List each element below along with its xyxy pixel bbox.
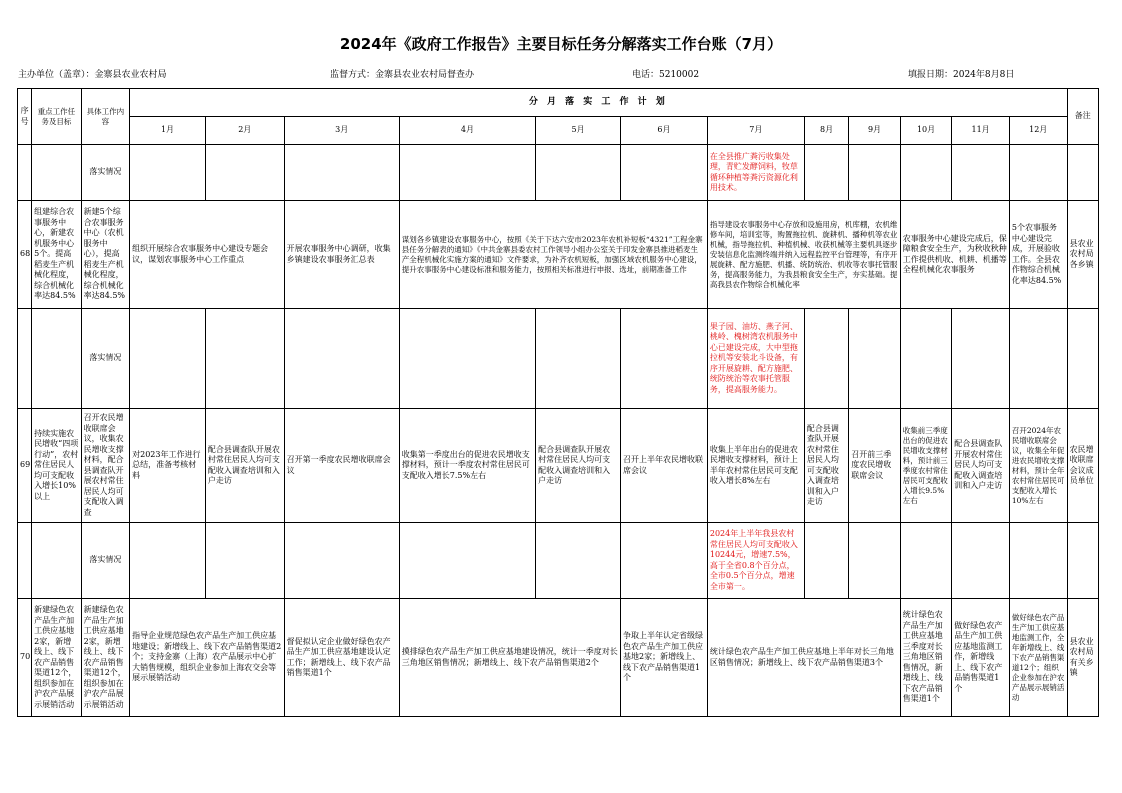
key-task-cell: 组建综合农事服务中心，新建农机服务中心5个。提高稻麦生产机械化程度，综合机械化率达84.5% — [32, 201, 81, 309]
plan-cell-dec: 做好绿色农产品生产加工供应基地监测工作，全年新增线上、线下农产品销售渠道12个；组织企业参加在沪农产品展示展销活动 — [1009, 599, 1067, 717]
plan-cell-feb: 配合县调查队开展农村常住居民人均可支配收入调查培训和入户走访 — [205, 409, 284, 523]
month-header: 1月 — [130, 117, 206, 145]
plan-cell-jan-feb: 组织开展综合农事服务中心建设专题会议，谋划农事服务中心工作重点 — [130, 201, 285, 309]
status-label: 落实情况 — [81, 309, 129, 409]
plan-cell-oct: 收集前三季度出台的促进农民增收支撑材料，预计前三季度农村常住居民可支配收入增长9.5%左右 — [900, 409, 952, 523]
plan-cell-oct-nov: 农事服务中心建设完成后，保障粮食安全生产，为秋收秋种工作提供机收、机耕、机播等全程机械化农事服务 — [900, 201, 1009, 309]
note-header: 备注 — [1067, 89, 1098, 145]
plan-cell-jan-feb: 指导企业规范绿色农产品生产加工供应基地建设；新增线上、线下农产品销售渠道2个；支持金寨（上海）农产品展示中心扩大销售规模，组织企业参加上海农交会等展示展销活动 — [130, 599, 285, 717]
row-seq: 69 — [18, 409, 32, 523]
plan-cell-nov: 做好绿色农产品生产加工供应基地监测工作，新增线上、线下农产品销售渠道1个 — [952, 599, 1010, 717]
status-label: 落实情况 — [81, 145, 129, 201]
month-header: 10月 — [900, 117, 952, 145]
plan-cell-apr-jun: 谋划各乡镇建设农事服务中心，按照《关于下达六安市2023年农机补短板“4321”工程金寨县任务分解表的通知》《中共金寨县委农村工作领导小组办公室关于印发金寨县推进稻麦生产全程机械化实施方案的通知》文件要求，为补齐农机短板，加强区域农机服务中心建设，提升农事服务中心建设标准和服务能力，按照相关标准进行申报、选址，前期准备工作 — [399, 201, 707, 309]
key-task-cell: 持续实施农民增收“四项行动”，农村常住居民人均可支配收入增长10%以上 — [32, 409, 81, 523]
month-header: 12月 — [1009, 117, 1067, 145]
plan-cell-jun: 争取上半年认定省级绿色农产品生产加工供应基地2家；新增线上、线下农产品销售渠道1个 — [621, 599, 708, 717]
plan-cell-nov: 配合县调查队开展农村常住居民人均可支配收入调查培训和入户走访 — [952, 409, 1010, 523]
status-cell-july: 2024年上半年我县农村常住居民人均可支配收入10244元，增速7.5%，高于全省0.8个百分点，全市0.5个百分点，增速全市第一。 — [707, 523, 804, 599]
month-header-row — [18, 117, 1099, 145]
table-row — [18, 599, 1099, 717]
phone-number: 电话：5210002 — [632, 70, 700, 80]
header-row — [18, 89, 1099, 117]
plan-cell-jan: 对2023年工作进行总结，准备考核材料 — [130, 409, 206, 523]
month-header: 2月 — [205, 117, 284, 145]
plan-cell-jul: 收集上半年出台的促进农民增收支撑材料，预计上半年农村常住居民可支配收入增长8%左右 — [707, 409, 804, 523]
note-cell: 县农业农村局各乡镇 — [1067, 201, 1098, 309]
status-cell-july: 果子园、油坊、燕子河、桃岭、槐树湾农机服务中心已建设完成，大中型拖拉机等安装北斗设备，有序开展旋耕、配方施肥、统防统治等农事托管服务，提高服务能力。 — [707, 309, 804, 409]
content-cell: 新建绿色农产品生产加工供应基地2家，新增线上、线下农产品销售渠道12个，组织参加在沪农产品展示展销活动 — [81, 599, 129, 717]
plan-cell-apr-may: 摸排绿色农产品生产加工供应基地建设情况，统计一季度对长三角地区销售情况；新增线上、线下农产品销售渠道2个 — [399, 599, 620, 717]
month-header: 5月 — [536, 117, 621, 145]
table-row — [18, 201, 1099, 309]
plan-cell-jun: 召开上半年农民增收联席会议 — [621, 409, 708, 523]
seq-header: 序号 — [18, 89, 32, 145]
plan-cell-mar: 督促拟认定企业做好绿色农产品生产加工供应基地建设认定工作；新增线上、线下农产品销售渠道1个 — [284, 599, 399, 717]
month-header: 8月 — [804, 117, 848, 145]
month-header: 11月 — [952, 117, 1010, 145]
plan-cell-may: 配合县调查队开展农村常住居民人均可支配收入调查培训和入户走访 — [536, 409, 621, 523]
content-cell: 召开农民增收联席会议，收集农民增收支撑材料，配合县调查队开展农村常住居民人均可支配收入调查 — [81, 409, 129, 523]
table-row — [18, 145, 1099, 201]
status-label: 落实情况 — [81, 523, 129, 599]
plan-cell-mar: 开展农事服务中心调研，收集乡镇建设农事服务汇总表 — [284, 201, 399, 309]
key-task-header: 重点工作任务及目标 — [32, 89, 81, 145]
supervision-method: 监督方式：金寨县农业农村局督查办 — [330, 70, 475, 80]
content-header: 具体工作内容 — [81, 89, 129, 145]
row-seq: 68 — [18, 201, 32, 309]
plan-cell-dec: 召开2024年农民增收联席会议，收集全年促进农民增收支撑材料，预计全年农村常住居民可支配收入增长10%左右 — [1009, 409, 1067, 523]
page-title: 2024年《政府工作报告》主要目标任务分解落实工作台账（7月） — [339, 35, 783, 53]
host-unit: 主办单位（盖章）：金寨县农业农村局 — [18, 70, 167, 80]
plan-cell-dec: 5个农事服务中心建设完成，开展验收工作。全县农作物综合机械化率达84.5% — [1009, 201, 1067, 309]
plan-cell-jul-sep: 指导建设农事服务中心存放和设施用房，机库棚，农机维修车间，培训室等，购置拖拉机、旋耕机、播种机等农业机械，指导拖拉机、种植机械、收获机械等主要机具逐步安装信息化监测终端并纳入远程监控平台管理等，有序开展旋耕、配方施肥、机播、统防统治、机收等农事托管服务，提高服务能力，为我县粮食安全生产，夯实基础。提高我县农作物综合机械化率 — [707, 201, 900, 309]
month-header: 9月 — [849, 117, 901, 145]
plan-cell-oct: 统计绿色农产品生产加工供应基地三季度对长三角地区销售情况，新增线上、线下农产品销售渠道1个 — [900, 599, 952, 717]
table-row — [18, 523, 1099, 599]
ledger-table — [17, 88, 1099, 717]
plan-cell-sep: 召开前三季度农民增收联席会议 — [849, 409, 901, 523]
content-cell: 新建5个综合农事服务中心（农机服务中心），提高稻麦生产机械化程度，综合机械化率达84.5% — [81, 201, 129, 309]
fill-date: 填报日期：2024年8月8日 — [908, 70, 1015, 80]
monthly-plan-header: 分 月 落 实 工 作 计 划 — [130, 89, 1067, 117]
month-header: 3月 — [284, 117, 399, 145]
plan-cell-aug: 配合县调查队开展农村常住居民人均可支配收入调查培训和入户走访 — [804, 409, 848, 523]
note-cell: 农民增收联席会议成员单位 — [1067, 409, 1098, 523]
month-header: 7月 — [707, 117, 804, 145]
note-cell: 县农业农村局有关乡镇 — [1067, 599, 1098, 717]
table-row — [18, 409, 1099, 523]
plan-cell-mar: 召开第一季度农民增收联席会议 — [284, 409, 399, 523]
key-task-cell: 新建绿色农产品生产加工供应基地2家，新增线上、线下农产品销售渠道12个，组织参加在沪农产品展示展销活动 — [32, 599, 81, 717]
row-seq: 70 — [18, 599, 32, 717]
table-row — [18, 309, 1099, 409]
plan-cell-apr: 收集第一季度出台的促进农民增收支撑材料，预计一季度农村常住居民可支配收入增长7.5%左右 — [399, 409, 535, 523]
month-header: 4月 — [399, 117, 535, 145]
plan-cell-jul-sep: 统计绿色农产品生产加工供应基地上半年对长三角地区销售情况；新增线上、线下农产品销售渠道3个 — [707, 599, 900, 717]
status-cell-july: 在全县推广粪污收集处理，青贮发酵饲料，牧草循环种植等粪污资源化利用技术。 — [707, 145, 804, 201]
month-header: 6月 — [621, 117, 708, 145]
